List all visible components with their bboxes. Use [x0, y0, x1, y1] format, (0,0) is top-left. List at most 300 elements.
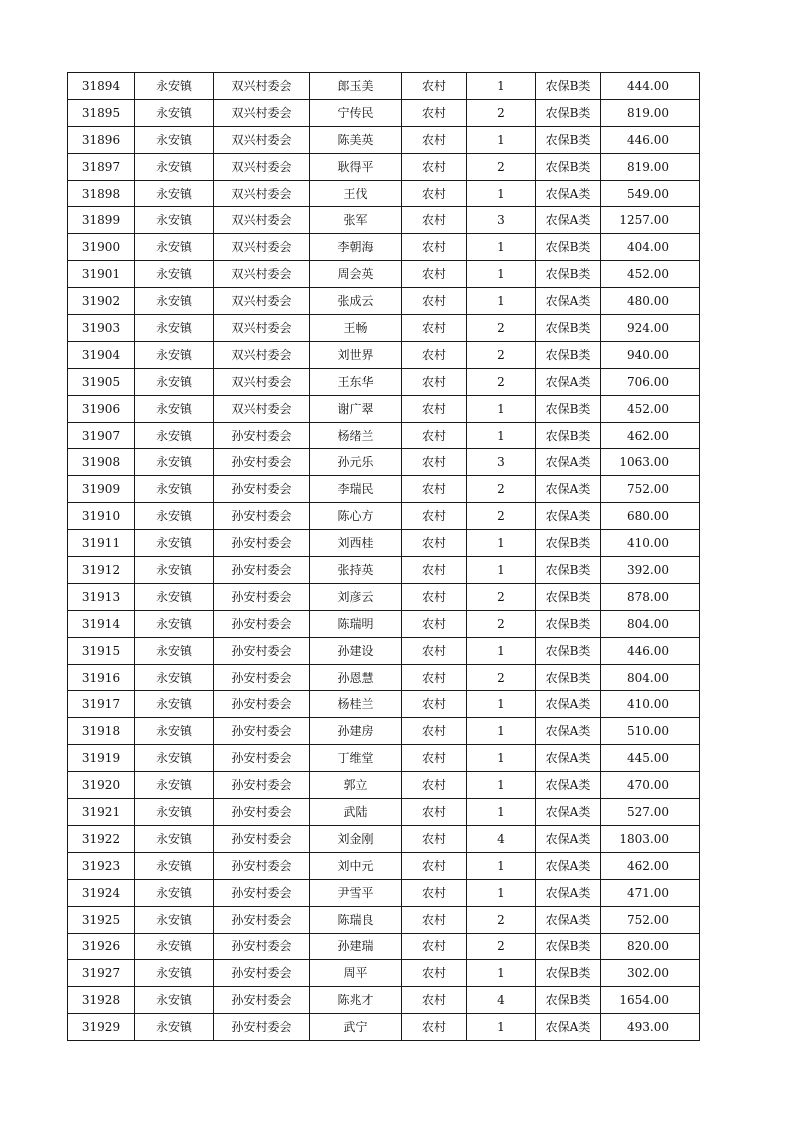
household-type-cell: 农村 — [402, 987, 467, 1014]
insurance-class-cell: 农保B类 — [536, 126, 601, 153]
amount-cell: 819.00 — [601, 153, 700, 180]
member-count-cell: 2 — [467, 315, 536, 342]
person-name-cell: 孙建房 — [310, 718, 402, 745]
household-type-cell: 农村 — [402, 906, 467, 933]
person-name-cell: 丁维堂 — [310, 745, 402, 772]
person-name-cell: 宁传民 — [310, 99, 402, 126]
town-cell: 永安镇 — [135, 99, 214, 126]
table-row — [68, 476, 700, 503]
amount-cell: 1654.00 — [601, 987, 700, 1014]
village-committee-cell: 双兴村委会 — [214, 207, 310, 234]
town-cell: 永安镇 — [135, 691, 214, 718]
member-count-cell: 1 — [467, 799, 536, 826]
table-row — [68, 610, 700, 637]
insurance-class-cell: 农保B类 — [536, 73, 601, 100]
table-row — [68, 718, 700, 745]
household-type-cell: 农村 — [402, 476, 467, 503]
person-name-cell: 谢广翠 — [310, 395, 402, 422]
insurance-class-cell: 农保A类 — [536, 503, 601, 530]
amount-cell: 752.00 — [601, 476, 700, 503]
record-id-cell: 31901 — [68, 261, 135, 288]
record-id-cell: 31922 — [68, 825, 135, 852]
record-id-cell: 31923 — [68, 852, 135, 879]
record-id-cell: 31904 — [68, 341, 135, 368]
roster-table — [67, 72, 700, 1041]
village-committee-cell: 孙安村委会 — [214, 987, 310, 1014]
amount-cell: 446.00 — [601, 126, 700, 153]
village-committee-cell: 双兴村委会 — [214, 341, 310, 368]
record-id-cell: 31925 — [68, 906, 135, 933]
record-id-cell: 31928 — [68, 987, 135, 1014]
household-type-cell: 农村 — [402, 422, 467, 449]
member-count-cell: 3 — [467, 207, 536, 234]
village-committee-cell: 孙安村委会 — [214, 960, 310, 987]
household-type-cell: 农村 — [402, 315, 467, 342]
insurance-class-cell: 农保B类 — [536, 610, 601, 637]
town-cell: 永安镇 — [135, 476, 214, 503]
member-count-cell: 2 — [467, 664, 536, 691]
amount-cell: 480.00 — [601, 288, 700, 315]
insurance-class-cell: 农保B类 — [536, 583, 601, 610]
member-count-cell: 1 — [467, 126, 536, 153]
amount-cell: 804.00 — [601, 664, 700, 691]
member-count-cell: 1 — [467, 422, 536, 449]
person-name-cell: 陈瑞良 — [310, 906, 402, 933]
insurance-class-cell: 农保B类 — [536, 960, 601, 987]
record-id-cell: 31902 — [68, 288, 135, 315]
record-id-cell: 31899 — [68, 207, 135, 234]
table-row — [68, 691, 700, 718]
person-name-cell: 王畅 — [310, 315, 402, 342]
amount-cell: 819.00 — [601, 99, 700, 126]
village-committee-cell: 孙安村委会 — [214, 799, 310, 826]
table-row — [68, 987, 700, 1014]
town-cell: 永安镇 — [135, 610, 214, 637]
village-committee-cell: 双兴村委会 — [214, 395, 310, 422]
household-type-cell: 农村 — [402, 395, 467, 422]
person-name-cell: 尹雪平 — [310, 879, 402, 906]
table-row — [68, 368, 700, 395]
household-type-cell: 农村 — [402, 799, 467, 826]
town-cell: 永安镇 — [135, 799, 214, 826]
village-committee-cell: 孙安村委会 — [214, 933, 310, 960]
amount-cell: 452.00 — [601, 261, 700, 288]
insurance-class-cell: 农保B类 — [536, 422, 601, 449]
town-cell: 永安镇 — [135, 718, 214, 745]
town-cell: 永安镇 — [135, 422, 214, 449]
member-count-cell: 2 — [467, 153, 536, 180]
member-count-cell: 2 — [467, 610, 536, 637]
village-committee-cell: 孙安村委会 — [214, 1014, 310, 1041]
table-row — [68, 180, 700, 207]
insurance-class-cell: 农保A类 — [536, 1014, 601, 1041]
insurance-class-cell: 农保A类 — [536, 691, 601, 718]
record-id-cell: 31908 — [68, 449, 135, 476]
record-id-cell: 31905 — [68, 368, 135, 395]
household-type-cell: 农村 — [402, 288, 467, 315]
table-row — [68, 153, 700, 180]
member-count-cell: 2 — [467, 503, 536, 530]
village-committee-cell: 孙安村委会 — [214, 852, 310, 879]
amount-cell: 820.00 — [601, 933, 700, 960]
member-count-cell: 1 — [467, 718, 536, 745]
insurance-class-cell: 农保B类 — [536, 395, 601, 422]
insurance-class-cell: 农保A类 — [536, 207, 601, 234]
amount-cell: 752.00 — [601, 906, 700, 933]
insurance-class-cell: 农保B类 — [536, 315, 601, 342]
village-committee-cell: 孙安村委会 — [214, 503, 310, 530]
table-row — [68, 852, 700, 879]
person-name-cell: 李瑞民 — [310, 476, 402, 503]
person-name-cell: 孙元乐 — [310, 449, 402, 476]
person-name-cell: 郭立 — [310, 772, 402, 799]
household-type-cell: 农村 — [402, 772, 467, 799]
member-count-cell: 1 — [467, 637, 536, 664]
table-row — [68, 99, 700, 126]
person-name-cell: 陈心方 — [310, 503, 402, 530]
table-row — [68, 933, 700, 960]
village-committee-cell: 孙安村委会 — [214, 906, 310, 933]
record-id-cell: 31897 — [68, 153, 135, 180]
household-type-cell: 农村 — [402, 879, 467, 906]
household-type-cell: 农村 — [402, 583, 467, 610]
amount-cell: 410.00 — [601, 530, 700, 557]
record-id-cell: 31913 — [68, 583, 135, 610]
household-type-cell: 农村 — [402, 691, 467, 718]
record-id-cell: 31910 — [68, 503, 135, 530]
person-name-cell: 孙恩慧 — [310, 664, 402, 691]
table-row — [68, 422, 700, 449]
table-row — [68, 503, 700, 530]
table-row — [68, 637, 700, 664]
table-row — [68, 395, 700, 422]
village-committee-cell: 双兴村委会 — [214, 153, 310, 180]
household-type-cell: 农村 — [402, 368, 467, 395]
person-name-cell: 武陆 — [310, 799, 402, 826]
town-cell: 永安镇 — [135, 879, 214, 906]
record-id-cell: 31900 — [68, 234, 135, 261]
village-committee-cell: 双兴村委会 — [214, 288, 310, 315]
table-row — [68, 207, 700, 234]
insurance-class-cell: 农保A类 — [536, 852, 601, 879]
village-committee-cell: 双兴村委会 — [214, 368, 310, 395]
insurance-class-cell: 农保A类 — [536, 368, 601, 395]
household-type-cell: 农村 — [402, 557, 467, 584]
amount-cell: 706.00 — [601, 368, 700, 395]
town-cell: 永安镇 — [135, 73, 214, 100]
record-id-cell: 31906 — [68, 395, 135, 422]
person-name-cell: 杨桂兰 — [310, 691, 402, 718]
insurance-class-cell: 农保B类 — [536, 261, 601, 288]
insurance-class-cell: 农保A类 — [536, 476, 601, 503]
table-row — [68, 341, 700, 368]
amount-cell: 1803.00 — [601, 825, 700, 852]
member-count-cell: 2 — [467, 476, 536, 503]
person-name-cell: 刘世界 — [310, 341, 402, 368]
amount-cell: 527.00 — [601, 799, 700, 826]
village-committee-cell: 双兴村委会 — [214, 180, 310, 207]
member-count-cell: 2 — [467, 99, 536, 126]
person-name-cell: 孙建设 — [310, 637, 402, 664]
person-name-cell: 周会英 — [310, 261, 402, 288]
record-id-cell: 31894 — [68, 73, 135, 100]
town-cell: 永安镇 — [135, 772, 214, 799]
household-type-cell: 农村 — [402, 610, 467, 637]
amount-cell: 924.00 — [601, 315, 700, 342]
record-id-cell: 31907 — [68, 422, 135, 449]
town-cell: 永安镇 — [135, 288, 214, 315]
amount-cell: 1063.00 — [601, 449, 700, 476]
household-type-cell: 农村 — [402, 960, 467, 987]
insurance-class-cell: 农保A类 — [536, 718, 601, 745]
town-cell: 永安镇 — [135, 395, 214, 422]
village-committee-cell: 孙安村委会 — [214, 476, 310, 503]
town-cell: 永安镇 — [135, 933, 214, 960]
village-committee-cell: 孙安村委会 — [214, 422, 310, 449]
table-row — [68, 73, 700, 100]
record-id-cell: 31926 — [68, 933, 135, 960]
member-count-cell: 4 — [467, 825, 536, 852]
person-name-cell: 耿得平 — [310, 153, 402, 180]
table-row — [68, 745, 700, 772]
insurance-class-cell: 农保B类 — [536, 234, 601, 261]
member-count-cell: 1 — [467, 960, 536, 987]
household-type-cell: 农村 — [402, 530, 467, 557]
village-committee-cell: 双兴村委会 — [214, 315, 310, 342]
town-cell: 永安镇 — [135, 126, 214, 153]
person-name-cell: 周平 — [310, 960, 402, 987]
table-row — [68, 557, 700, 584]
person-name-cell: 刘彦云 — [310, 583, 402, 610]
village-committee-cell: 孙安村委会 — [214, 718, 310, 745]
village-committee-cell: 孙安村委会 — [214, 583, 310, 610]
insurance-class-cell: 农保A类 — [536, 745, 601, 772]
person-name-cell: 陈瑞明 — [310, 610, 402, 637]
household-type-cell: 农村 — [402, 449, 467, 476]
member-count-cell: 1 — [467, 691, 536, 718]
amount-cell: 444.00 — [601, 73, 700, 100]
member-count-cell: 1 — [467, 180, 536, 207]
record-id-cell: 31896 — [68, 126, 135, 153]
town-cell: 永安镇 — [135, 557, 214, 584]
household-type-cell: 农村 — [402, 825, 467, 852]
household-type-cell: 农村 — [402, 126, 467, 153]
table-row — [68, 234, 700, 261]
town-cell: 永安镇 — [135, 503, 214, 530]
amount-cell: 804.00 — [601, 610, 700, 637]
person-name-cell: 陈兆才 — [310, 987, 402, 1014]
amount-cell: 493.00 — [601, 1014, 700, 1041]
amount-cell: 446.00 — [601, 637, 700, 664]
record-id-cell: 31929 — [68, 1014, 135, 1041]
table-row — [68, 530, 700, 557]
member-count-cell: 1 — [467, 288, 536, 315]
village-committee-cell: 双兴村委会 — [214, 234, 310, 261]
household-type-cell: 农村 — [402, 718, 467, 745]
member-count-cell: 2 — [467, 583, 536, 610]
record-id-cell: 31909 — [68, 476, 135, 503]
table-row — [68, 261, 700, 288]
household-type-cell: 农村 — [402, 664, 467, 691]
record-id-cell: 31914 — [68, 610, 135, 637]
insurance-class-cell: 农保B类 — [536, 987, 601, 1014]
town-cell: 永安镇 — [135, 341, 214, 368]
record-id-cell: 31903 — [68, 315, 135, 342]
table-row — [68, 1014, 700, 1041]
amount-cell: 1257.00 — [601, 207, 700, 234]
amount-cell: 510.00 — [601, 718, 700, 745]
household-type-cell: 农村 — [402, 341, 467, 368]
person-name-cell: 刘中元 — [310, 852, 402, 879]
member-count-cell: 1 — [467, 879, 536, 906]
table-row — [68, 288, 700, 315]
table-row — [68, 825, 700, 852]
town-cell: 永安镇 — [135, 180, 214, 207]
record-id-cell: 31927 — [68, 960, 135, 987]
amount-cell: 392.00 — [601, 557, 700, 584]
household-type-cell: 农村 — [402, 234, 467, 261]
town-cell: 永安镇 — [135, 368, 214, 395]
amount-cell: 445.00 — [601, 745, 700, 772]
town-cell: 永安镇 — [135, 261, 214, 288]
record-id-cell: 31919 — [68, 745, 135, 772]
insurance-class-cell: 农保B类 — [536, 933, 601, 960]
village-committee-cell: 孙安村委会 — [214, 637, 310, 664]
town-cell: 永安镇 — [135, 745, 214, 772]
person-name-cell: 张军 — [310, 207, 402, 234]
member-count-cell: 2 — [467, 906, 536, 933]
insurance-class-cell: 农保B类 — [536, 153, 601, 180]
insurance-class-cell: 农保A类 — [536, 288, 601, 315]
person-name-cell: 孙建瑞 — [310, 933, 402, 960]
record-id-cell: 31924 — [68, 879, 135, 906]
amount-cell: 302.00 — [601, 960, 700, 987]
insurance-class-cell: 农保A类 — [536, 772, 601, 799]
town-cell: 永安镇 — [135, 315, 214, 342]
household-type-cell: 农村 — [402, 637, 467, 664]
village-committee-cell: 孙安村委会 — [214, 664, 310, 691]
insurance-class-cell: 农保A类 — [536, 825, 601, 852]
amount-cell: 452.00 — [601, 395, 700, 422]
record-id-cell: 31895 — [68, 99, 135, 126]
member-count-cell: 1 — [467, 745, 536, 772]
town-cell: 永安镇 — [135, 825, 214, 852]
insurance-class-cell: 农保B类 — [536, 530, 601, 557]
person-name-cell: 刘金刚 — [310, 825, 402, 852]
record-id-cell: 31916 — [68, 664, 135, 691]
household-type-cell: 农村 — [402, 207, 467, 234]
insurance-class-cell: 农保B类 — [536, 664, 601, 691]
amount-cell: 410.00 — [601, 691, 700, 718]
person-name-cell: 刘西桂 — [310, 530, 402, 557]
record-id-cell: 31898 — [68, 180, 135, 207]
person-name-cell: 张成云 — [310, 288, 402, 315]
person-name-cell: 王东华 — [310, 368, 402, 395]
insurance-class-cell: 农保A类 — [536, 906, 601, 933]
village-committee-cell: 孙安村委会 — [214, 610, 310, 637]
person-name-cell: 陈美英 — [310, 126, 402, 153]
insurance-class-cell: 农保B类 — [536, 557, 601, 584]
household-type-cell: 农村 — [402, 852, 467, 879]
member-count-cell: 1 — [467, 557, 536, 584]
village-committee-cell: 孙安村委会 — [214, 530, 310, 557]
village-committee-cell: 孙安村委会 — [214, 449, 310, 476]
amount-cell: 940.00 — [601, 341, 700, 368]
village-committee-cell: 双兴村委会 — [214, 73, 310, 100]
insurance-class-cell: 农保A类 — [536, 879, 601, 906]
household-type-cell: 农村 — [402, 745, 467, 772]
member-count-cell: 1 — [467, 530, 536, 557]
household-type-cell: 农村 — [402, 153, 467, 180]
household-type-cell: 农村 — [402, 933, 467, 960]
amount-cell: 471.00 — [601, 879, 700, 906]
member-count-cell: 1 — [467, 1014, 536, 1041]
village-committee-cell: 孙安村委会 — [214, 879, 310, 906]
person-name-cell: 杨绪兰 — [310, 422, 402, 449]
table-row — [68, 664, 700, 691]
member-count-cell: 2 — [467, 368, 536, 395]
table-row — [68, 906, 700, 933]
table-row — [68, 960, 700, 987]
member-count-cell: 1 — [467, 234, 536, 261]
member-count-cell: 2 — [467, 341, 536, 368]
member-count-cell: 1 — [467, 261, 536, 288]
village-committee-cell: 孙安村委会 — [214, 772, 310, 799]
village-committee-cell: 孙安村委会 — [214, 691, 310, 718]
table-row — [68, 126, 700, 153]
record-id-cell: 31911 — [68, 530, 135, 557]
town-cell: 永安镇 — [135, 207, 214, 234]
household-type-cell: 农村 — [402, 73, 467, 100]
person-name-cell: 王伐 — [310, 180, 402, 207]
insurance-class-cell: 农保A类 — [536, 180, 601, 207]
town-cell: 永安镇 — [135, 1014, 214, 1041]
household-type-cell: 农村 — [402, 180, 467, 207]
member-count-cell: 2 — [467, 933, 536, 960]
member-count-cell: 1 — [467, 772, 536, 799]
village-committee-cell: 孙安村委会 — [214, 745, 310, 772]
town-cell: 永安镇 — [135, 987, 214, 1014]
table-row — [68, 772, 700, 799]
town-cell: 永安镇 — [135, 852, 214, 879]
town-cell: 永安镇 — [135, 664, 214, 691]
household-type-cell: 农村 — [402, 99, 467, 126]
village-committee-cell: 双兴村委会 — [214, 261, 310, 288]
table-row — [68, 799, 700, 826]
amount-cell: 470.00 — [601, 772, 700, 799]
town-cell: 永安镇 — [135, 960, 214, 987]
table-row — [68, 315, 700, 342]
record-id-cell: 31921 — [68, 799, 135, 826]
town-cell: 永安镇 — [135, 153, 214, 180]
insurance-class-cell: 农保A类 — [536, 799, 601, 826]
table-row — [68, 879, 700, 906]
person-name-cell: 郎玉美 — [310, 73, 402, 100]
amount-cell: 878.00 — [601, 583, 700, 610]
amount-cell: 680.00 — [601, 503, 700, 530]
household-type-cell: 农村 — [402, 1014, 467, 1041]
member-count-cell: 4 — [467, 987, 536, 1014]
town-cell: 永安镇 — [135, 637, 214, 664]
amount-cell: 462.00 — [601, 852, 700, 879]
table-row — [68, 583, 700, 610]
amount-cell: 462.00 — [601, 422, 700, 449]
record-id-cell: 31912 — [68, 557, 135, 584]
village-committee-cell: 孙安村委会 — [214, 557, 310, 584]
village-committee-cell: 双兴村委会 — [214, 126, 310, 153]
town-cell: 永安镇 — [135, 906, 214, 933]
town-cell: 永安镇 — [135, 530, 214, 557]
